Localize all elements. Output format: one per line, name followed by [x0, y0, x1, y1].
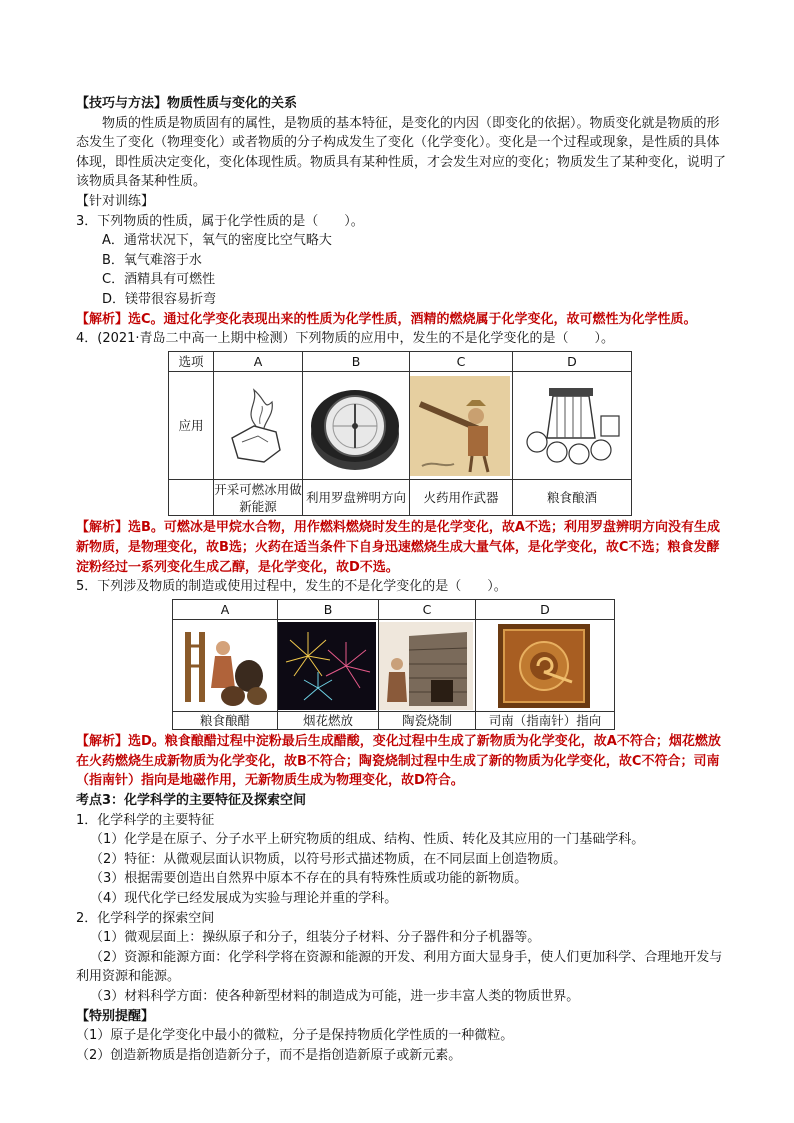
- q4-table: [168, 351, 632, 517]
- analysis-text: 选C。通过化学变化表现出来的性质为化学性质，酒精的燃烧属于化学变化，故可燃性为化学性质。: [128, 311, 697, 327]
- q4-header-d: D: [513, 351, 632, 372]
- q3-option-a: A．通常状况下，氧气的密度比空气略大: [102, 233, 332, 249]
- compass-image: [303, 376, 407, 476]
- q3-option-c: C．酒精具有可燃性: [102, 272, 216, 288]
- kp3-item: （1）化学是在原子、分子水平上研究物质的组成、结构、性质、转化及其应用的一门基础学科。: [90, 832, 645, 848]
- q4-header-b: B: [303, 351, 410, 372]
- analysis-tag: 【解析】: [76, 734, 129, 750]
- analysis-tag: 【解析】: [76, 520, 129, 536]
- q4-caption-b: 利用罗盘辨明方向: [303, 480, 410, 516]
- tip-item: （2）创造新物质是指创造新分子，而不是指创造新原子或新元素。: [76, 1047, 462, 1063]
- section-title: 【技巧与方法】物质性质与变化的关系: [76, 96, 298, 111]
- section-body: 物质的性质是物质固有的属性，是物质的基本特征，是变化的内因（即变化的依据）。物质变化就是物质的形态发生了变化（物理变化）或者物质的分子构成发生了变化（化学变化）。变化是一个过程或现象，是性质的具体体现，即性质决定变化，变化体现性质。物质具有某种性质，才会发生对应的变化；物质发生了某种变化，说明了该物质具备某种性质。: [76, 115, 727, 190]
- q4-image-d: [513, 372, 632, 480]
- q5-caption-d: 司南（指南针）指向: [476, 712, 615, 730]
- q4-header-a: A: [214, 351, 303, 372]
- analysis-text: 选D。粮食酿醋过程中淀粉最后生成醋酸，变化过程中生成了新物质为化学变化，故A不符合；烟花燃放在火药燃烧生成新物质为化学变化，故B不符合；陶瓷烧制过程中生成了新的物质为化学变化，故C不符合；司南（指南针）指向是地磁作用，无新物质生成为物理变化，故D符合。: [76, 734, 721, 789]
- q4-image-b: [303, 372, 410, 480]
- q4-image-c: [410, 372, 513, 480]
- analysis-text: 选B。可燃冰是甲烷水合物，用作燃料燃烧时发生的是化学变化，故A不选；利用罗盘辨明方向没有生成新物质，是物理变化，故B选；火药在适当条件下自身迅速燃烧生成大量气体，是化学变化，故C不选；粮食发酵淀粉经过一系列变化生成乙醇，是化学变化，故D不选。: [76, 520, 720, 575]
- pottery-kiln-image: [379, 622, 473, 710]
- q4-row-label: 应用: [169, 372, 214, 480]
- tip-title: 【特别提醒】: [76, 1008, 155, 1024]
- q5-caption-c: 陶瓷烧制: [379, 712, 476, 730]
- document-page: [76, 94, 728, 1065]
- q3-analysis: [76, 310, 728, 330]
- sinan-compass-image: [476, 622, 612, 710]
- q4-stem: 4．(2021·青岛二中高一上期中检测）下列物质的应用中，发生的不是化学变化的是（ ）。: [76, 331, 615, 347]
- q5-image-a: [173, 620, 278, 712]
- q5-caption-b: 烟花燃放: [278, 712, 379, 730]
- q4-caption-a: 开采可燃冰用做新能源: [214, 481, 302, 514]
- kp3-heading-2: 2．化学科学的探索空间: [76, 910, 215, 926]
- q5-header-c: C: [379, 599, 476, 620]
- kp3-item: （1）微观层面上：操纵原子和分子，组装分子材料、分子器件和分子机器等。: [90, 930, 541, 946]
- q5-image-d: [476, 620, 615, 712]
- q4-analysis: [76, 518, 728, 577]
- kp3-item: （3）根据需要创造出自然界中原本不存在的具有特殊性质或功能的新物质。: [90, 871, 528, 887]
- q4-header-option: 选项: [169, 351, 214, 372]
- q4-caption-d: 粮食酿酒: [513, 480, 632, 516]
- burning-ice-illustration: [214, 376, 302, 476]
- q5-image-b: [278, 620, 379, 712]
- gunpowder-weapon-image: [410, 376, 510, 476]
- kp3-title: 考点3：化学科学的主要特征及探索空间: [76, 793, 307, 809]
- q5-analysis: [76, 732, 728, 791]
- analysis-tag: 【解析】: [76, 311, 129, 327]
- q3-option-b: B．氧气难溶于水: [102, 252, 202, 268]
- q5-image-c: [379, 620, 476, 712]
- q5-stem: 5．下列涉及物质的制造或使用过程中，发生的不是化学变化的是（ ）。: [76, 579, 507, 595]
- q5-caption-a: 粮食酿醋: [173, 712, 278, 730]
- fireworks-image: [278, 622, 376, 710]
- kp3-item: （2）资源和能源方面：化学科学将在资源和能源的开发、利用方面大显身手，使人们更加科学、合理地开发与利用资源和能源。: [76, 949, 723, 985]
- vinegar-making-illustration: [173, 622, 275, 710]
- q4-image-a: [214, 372, 303, 480]
- tip-item: （1）原子是化学变化中最小的微粒，分子是保持物质化学性质的一种微粒。: [76, 1028, 514, 1044]
- q3-option-d: D．镁带很容易折弯: [102, 291, 217, 307]
- q5-header-a: A: [173, 599, 278, 620]
- wine-brewing-illustration: [513, 376, 629, 476]
- kp3-heading-1: 1．化学科学的主要特征: [76, 812, 215, 828]
- q5-header-d: D: [476, 599, 615, 620]
- q4-header-c: C: [410, 351, 513, 372]
- q3-stem: 3．下列物质的性质，属于化学性质的是（ ）。: [76, 213, 364, 229]
- q5-header-b: B: [278, 599, 379, 620]
- kp3-item: （2）特征：从微观层面认识物质，以符号形式描述物质，在不同层面上创造物质。: [90, 851, 567, 867]
- q4-caption-c: 火药用作武器: [410, 480, 513, 516]
- training-label: 【针对训练】: [76, 193, 155, 209]
- kp3-item: （4）现代化学已经发展成为实验与理论并重的学科。: [90, 891, 398, 907]
- q5-table: [172, 599, 615, 731]
- kp3-item: （3）材料科学方面：使各种新型材料的制造成为可能，进一步丰富人类的物质世界。: [90, 989, 580, 1004]
